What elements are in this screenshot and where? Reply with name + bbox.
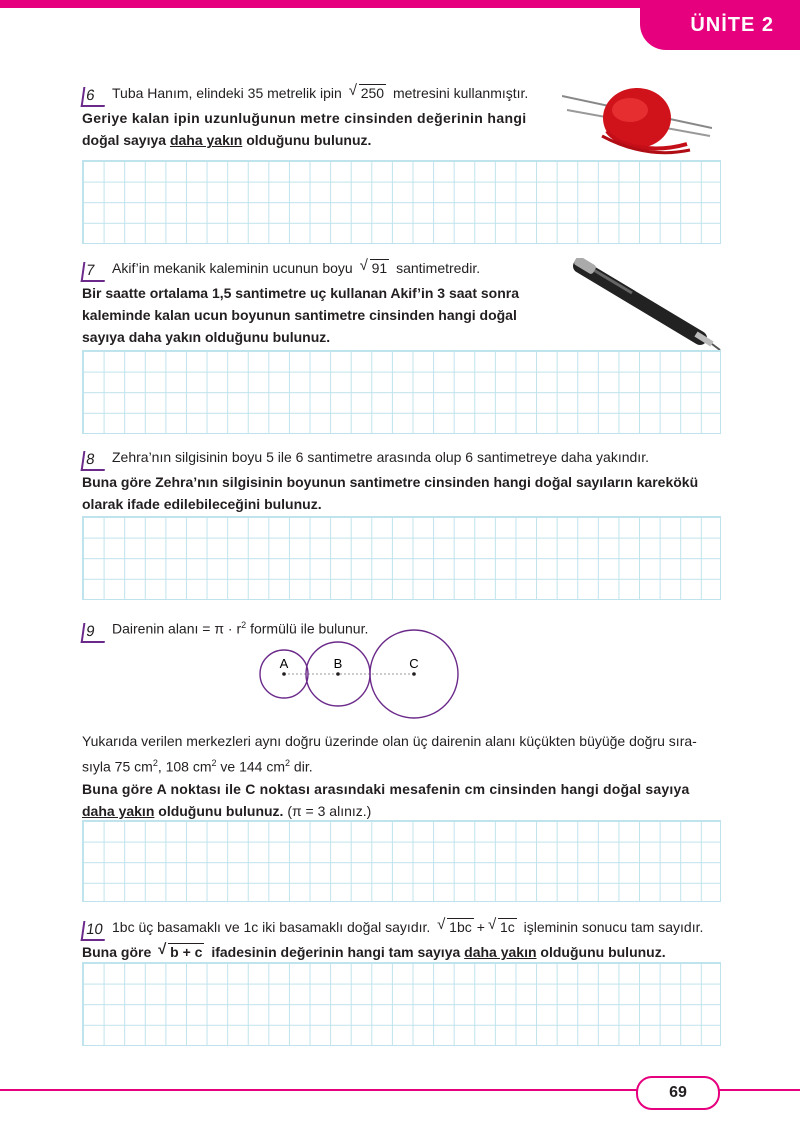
question-number: 10 xyxy=(81,921,108,941)
question-text: metresini kullanmıştır. xyxy=(392,85,529,101)
point-a xyxy=(282,672,286,676)
question-9-line2: Yukarıda verilen merkezleri aynı doğru üzerinde olan üç dairenin alanı küçükten büyüğe doğru sıra- xyxy=(82,733,697,749)
question-text: olduğunu bulunuz. xyxy=(242,132,372,148)
question-10-line2 xyxy=(82,941,742,963)
question-6-line3 xyxy=(82,129,532,151)
question-number: 9 xyxy=(81,623,108,643)
question-text: Dairenin alanı xyxy=(112,620,199,637)
label-c: C xyxy=(409,656,419,671)
emphasis-text: daha yakın xyxy=(169,132,243,148)
square-root: √ 1c xyxy=(487,916,515,935)
question-6-line1 xyxy=(82,82,532,107)
three-circles-figure xyxy=(250,628,470,726)
page-number: 69 xyxy=(636,1076,720,1110)
question-9-line4: Buna göre A noktası ile C noktası arasındaki mesafenin cm cinsinden hangi doğal sayıya xyxy=(82,780,690,797)
square-root: √ 91 xyxy=(359,257,388,276)
mechanical-pencil-image xyxy=(572,258,722,353)
radius-symbol: r xyxy=(236,620,242,637)
question-text: ve 144 cm xyxy=(216,758,286,775)
plus-sign: + xyxy=(476,919,485,935)
point-b xyxy=(336,672,340,676)
exponent: 2 xyxy=(285,758,291,768)
radicand: 1bc xyxy=(449,919,472,935)
question-8-line2: Buna göre Zehra’nın silgisinin boyunun santimetre cinsinden hangi doğal sayıların karekökü xyxy=(82,474,699,490)
unit-label: ÜNİTE 2 xyxy=(690,14,774,36)
question-hint: (π = 3 alınız.) xyxy=(287,802,372,819)
question-7-line1 xyxy=(82,257,532,282)
question-text: Buna göre xyxy=(82,944,152,960)
question-number: 8 xyxy=(81,451,108,471)
question-7-line4: sayıya daha yakın olduğunu bulunuz. xyxy=(82,329,331,345)
question-8-line1 xyxy=(82,446,722,471)
square-root: √ 250 xyxy=(348,82,385,101)
question-9-body xyxy=(82,730,722,822)
answer-grid-9[interactable] xyxy=(82,820,721,902)
question-7-line3: kaleminde kalan ucun boyunun santimetre cinsinden hangi doğal xyxy=(82,307,517,323)
pi-symbol: π xyxy=(214,620,225,637)
question-9-line5 xyxy=(82,800,722,822)
question-text: olduğunu bulunuz. xyxy=(536,944,666,960)
question-7-line2: Bir saatte ortalama 1,5 santimetre uç kullanan Akif’in 3 saat sonra xyxy=(82,285,520,301)
exponent: 2 xyxy=(241,620,247,630)
question-text: , 108 cm xyxy=(157,758,212,775)
question-text: 1bc üç basamaklı ve 1c iki basamaklı doğal sayıdır. xyxy=(112,919,431,935)
emphasis-text: daha yakın xyxy=(464,944,537,960)
question-number: 6 xyxy=(81,87,108,107)
question-8-line3: olarak ifade edilebileceğini bulunuz. xyxy=(82,496,322,512)
question-10 xyxy=(82,916,742,963)
question-text: sıyla 75 cm xyxy=(82,758,153,775)
answer-grid-7[interactable] xyxy=(82,350,721,434)
label-a: A xyxy=(279,656,289,671)
answer-grid-8[interactable] xyxy=(82,516,721,600)
question-text: ifadesinin değerinin hangi tam sayıya xyxy=(211,944,465,960)
question-text: doğal sayıya xyxy=(82,132,170,148)
label-b: B xyxy=(333,656,343,671)
question-9-line3 xyxy=(82,752,722,778)
yarn-ball-image xyxy=(562,86,712,156)
question-number: 7 xyxy=(81,262,108,282)
question-text: işleminin sonucu tam sayıdır. xyxy=(523,919,704,935)
emphasis-text: daha yakın xyxy=(82,802,155,819)
question-6-line2: Geriye kalan ipin uzunluğunun metre cinsinden değerinin hangi xyxy=(82,110,527,126)
question-7 xyxy=(82,257,532,348)
unit-tab xyxy=(640,0,800,50)
radicand: 1c xyxy=(499,919,515,935)
square-root: √ 1bc xyxy=(437,916,472,935)
question-text: Zehra’nın silgisinin boyu 5 ile 6 santimetre arasında olup 6 santimetreye daha yakındır. xyxy=(112,449,649,465)
square-root: √ b + c xyxy=(158,941,203,960)
exponent: 2 xyxy=(152,758,158,768)
question-text: dir. xyxy=(290,758,313,775)
point-c xyxy=(412,672,416,676)
radicand: 250 xyxy=(360,85,385,101)
question-text: formülü ile bulunur. xyxy=(250,620,369,637)
answer-grid-10[interactable] xyxy=(82,962,721,1046)
question-6 xyxy=(82,82,532,151)
question-8 xyxy=(82,446,722,515)
question-text: Akif’in mekanik kaleminin ucunun boyu xyxy=(112,260,353,276)
radicand: 91 xyxy=(371,260,388,276)
radicand: b + c xyxy=(170,944,203,960)
question-text: olduğunu bulunuz. xyxy=(154,802,288,819)
multiply-dot: · xyxy=(227,620,233,637)
question-10-line1 xyxy=(82,916,742,941)
equals-sign: = xyxy=(202,620,211,637)
question-text: santimetredir. xyxy=(396,260,481,276)
answer-grid-6[interactable] xyxy=(82,160,721,244)
question-text: Tuba Hanım, elindeki 35 metrelik ipin xyxy=(112,85,342,101)
exponent: 2 xyxy=(211,758,217,768)
